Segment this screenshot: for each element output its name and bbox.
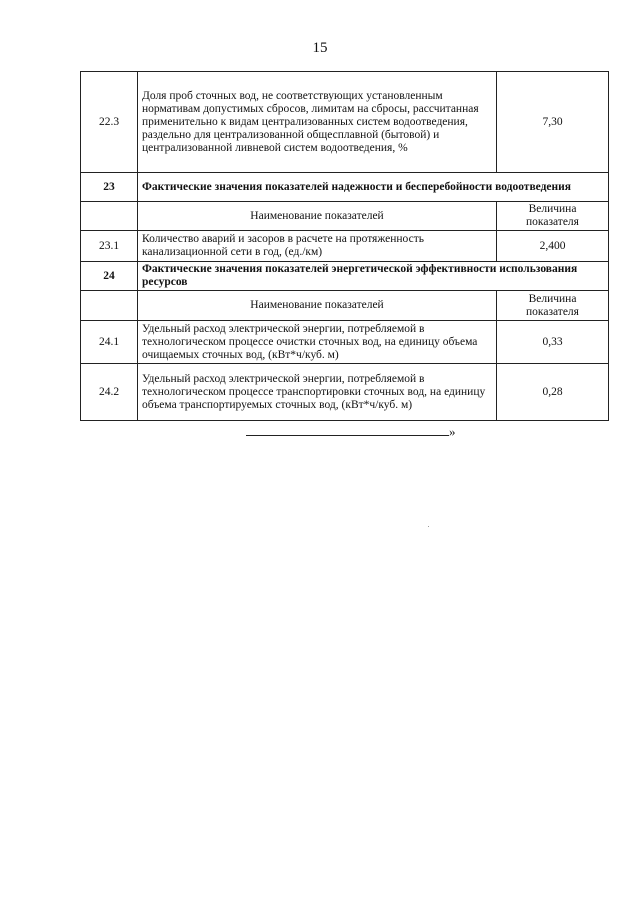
indicator-value: 2,400	[497, 231, 609, 262]
scan-speck	[428, 526, 429, 527]
column-header-value: Величина показателя	[497, 291, 609, 321]
section-number: 24	[81, 262, 138, 291]
column-header-row	[81, 202, 609, 231]
table-row-24-1	[81, 321, 609, 364]
column-header-name: Наименование показателей	[138, 202, 497, 231]
section-row-24	[81, 262, 609, 291]
section-row-23	[81, 173, 609, 202]
table-row-24-2	[81, 364, 609, 421]
table-row-23-1	[81, 231, 609, 262]
table-row-22-3	[81, 72, 609, 173]
empty-cell	[81, 202, 138, 231]
column-header-value: Величина показателя	[497, 202, 609, 231]
signature-rule	[246, 424, 449, 436]
closing-quote-mark: »	[449, 424, 456, 439]
page-number: 15	[312, 40, 328, 56]
section-title: Фактические значения показателей энергетической эффективности использования ресурсов	[138, 262, 609, 291]
column-header-row	[81, 291, 609, 321]
section-title: Фактические значения показателей надежности и бесперебойности водоотведения	[138, 173, 609, 202]
closing-quote-line	[246, 424, 456, 440]
indicator-value: 7,30	[497, 72, 609, 173]
indicator-name: Удельный расход электрической энергии, потребляемой в технологическом процессе очистки сточных вод, на единицу объема очищаемых сточных вод, (кВт*ч/куб. м)	[138, 321, 497, 364]
indicator-value: 0,33	[497, 321, 609, 364]
section-number: 23	[81, 173, 138, 202]
row-number: 24.1	[81, 321, 138, 364]
row-number: 22.3	[81, 72, 138, 173]
column-header-name: Наименование показателей	[138, 291, 497, 321]
empty-cell	[81, 291, 138, 321]
indicator-name: Удельный расход электрической энергии, потребляемой в технологическом процессе транспортировки сточных вод, на единицу объема транспортируемых сточных вод, (кВт*ч/куб. м)	[138, 364, 497, 421]
indicator-value: 0,28	[497, 364, 609, 421]
indicator-name: Количество аварий и засоров в расчете на протяженность канализационной сети в год, (ед./км)	[138, 231, 497, 262]
row-number: 23.1	[81, 231, 138, 262]
indicator-name: Доля проб сточных вод, не соответствующих установленным нормативам допустимых сбросов, лимитам на сбросы, рассчитанная применительно к видам централизованных систем водоотведения, раздельно для централизованной общесплавной (бытовой) и централизованной ливневой систем водоотведения, %	[138, 72, 497, 173]
row-number: 24.2	[81, 364, 138, 421]
indicators-table	[80, 71, 609, 421]
